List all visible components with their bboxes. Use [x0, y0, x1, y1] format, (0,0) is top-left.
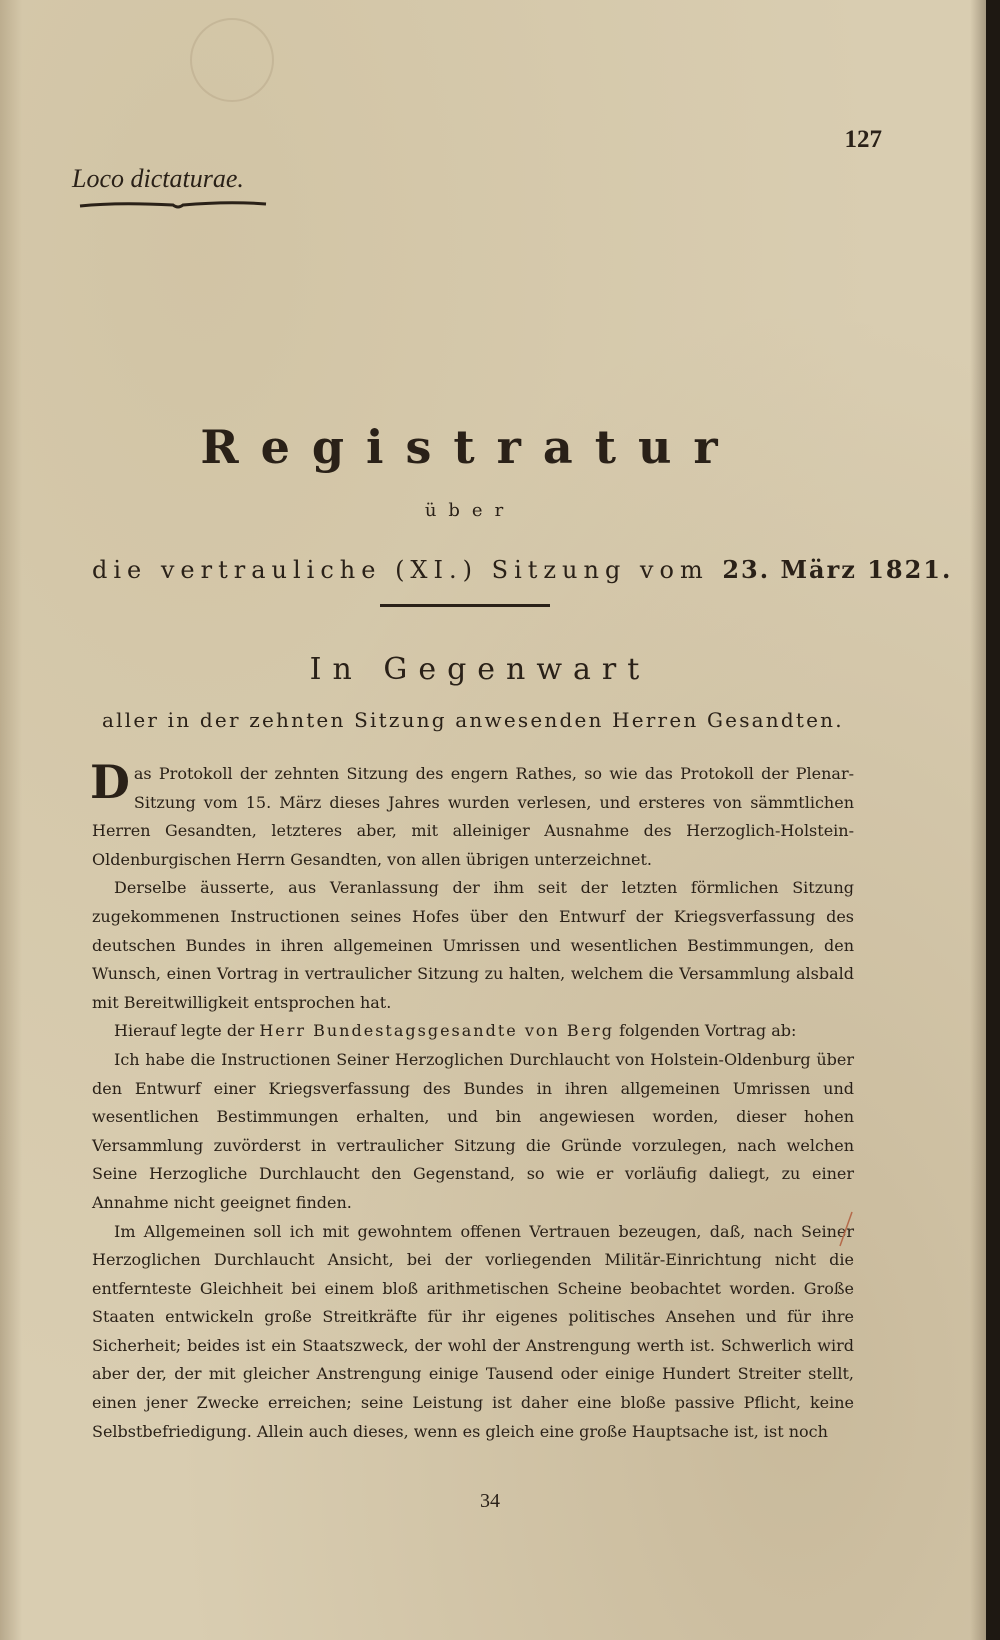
title-connector: über — [424, 500, 516, 521]
title-rule — [380, 604, 550, 607]
paragraph-4: Ich habe die Instructionen Seiner Herzoglichen Durchlaucht von Holstein-Oldenburg über den Entwurf einer Kriegsverfassung des Bundes in ihren allgemeinen Umrissen und wesentlichen Bestimmungen erhalten, und bin angewiesen worden, dieser hohen Versammlung zuvörderst in vertraulicher Sitzung die Gründe vorzulegen, nach welchen Seine Herzogliche Durchlaucht den Gegenstand, so wie er vorläufig daliegt, zu einer Annahme nicht geeignet finden. — [92, 1049, 854, 1212]
session-line — [92, 555, 952, 584]
binding-edge — [986, 0, 1000, 1640]
paragraph-5: Im Allgemeinen soll ich mit gewohntem offenen Vertrauen bezeugen, daß, nach Seiner Herzoglichen Durchlaucht Ansicht, bei der vorliegenden Militär-Einrichtung nicht die entfernteste Gleichheit bei einem bloß arithmetischen Scheine beobachtet worden. Große Staaten entwickeln große Streitkräfte für ihr eigenes politisches Ansehen und für ihre Sicherheit; beides ist ein Staatszweck, der wohl der Anstrengung werth ist. Schwerlich wird aber der, der mit gleicher Anstrengung einige Tausend oder einige Hundert Streiter stellt, einen jener Zwecke erreichen; seine Leistung ist daher eine bloße passive Pflicht, keine Selbstbefriedigung. Allein auch dieses, wenn es gleich eine große Hauptsache ist, ist noch — [92, 1221, 854, 1441]
paragraph-2: Derselbe äusserte, aus Veranlassung der ihm seit der letzten förmlichen Sitzung zugekommenen Instructionen seines Hofes über den Entwurf der Kriegsverfassung des deutschen Bundes in ihren allgemeinen Umrissen und wesentlichen Bestimmungen, den Wunsch, einen Vortrag in vertraulicher Sitzung zu halten, welchem die Versammlung alsbald mit Bereitwilligkeit entsprochen hat. — [92, 878, 854, 1012]
page-number: 127 — [844, 126, 882, 153]
document-title: Registratur — [200, 420, 740, 474]
paragraph-3-before: Hierauf legte der — [114, 1021, 255, 1041]
running-head: Loco dictaturae. — [72, 164, 244, 193]
session-prefix: die vertrauliche (XI.) Sitzung vom — [92, 556, 709, 584]
paragraph-3-after: folgenden Vortrag ab: — [619, 1021, 797, 1041]
paragraph-1 — [90, 755, 854, 874]
presence-detail: aller in der zehnten Sitzung anwesenden Herren Gesandten. — [102, 708, 844, 732]
drop-cap: D — [90, 755, 130, 809]
library-stamp — [190, 18, 274, 102]
flourish-icon — [78, 200, 268, 212]
paragraph-1-text: as Protokoll der zehnten Sitzung des engern Rathes, so wie das Protokoll der Plenar-Sitzung vom 15. März dieses Jahres wurden verlesen, und ersteres von sämmtlichen Herren Gesandten, letzteres aber, mit alleiniger Ausnahme des Herzoglich-Holstein-Oldenburgischen Herrn Gesandten, von allen übrigen unterzeichnet. — [92, 764, 854, 869]
signature-number: 34 — [480, 1490, 500, 1512]
presence-heading: In Gegenwart — [309, 652, 651, 687]
body-text — [90, 755, 854, 1446]
session-date: 23. März 1821. — [722, 555, 953, 584]
speaker-name: Herr Bundestagsgesandte von Berg — [259, 1021, 614, 1041]
pencil-mark-icon — [836, 1210, 856, 1250]
paragraph-3 — [92, 1017, 854, 1046]
